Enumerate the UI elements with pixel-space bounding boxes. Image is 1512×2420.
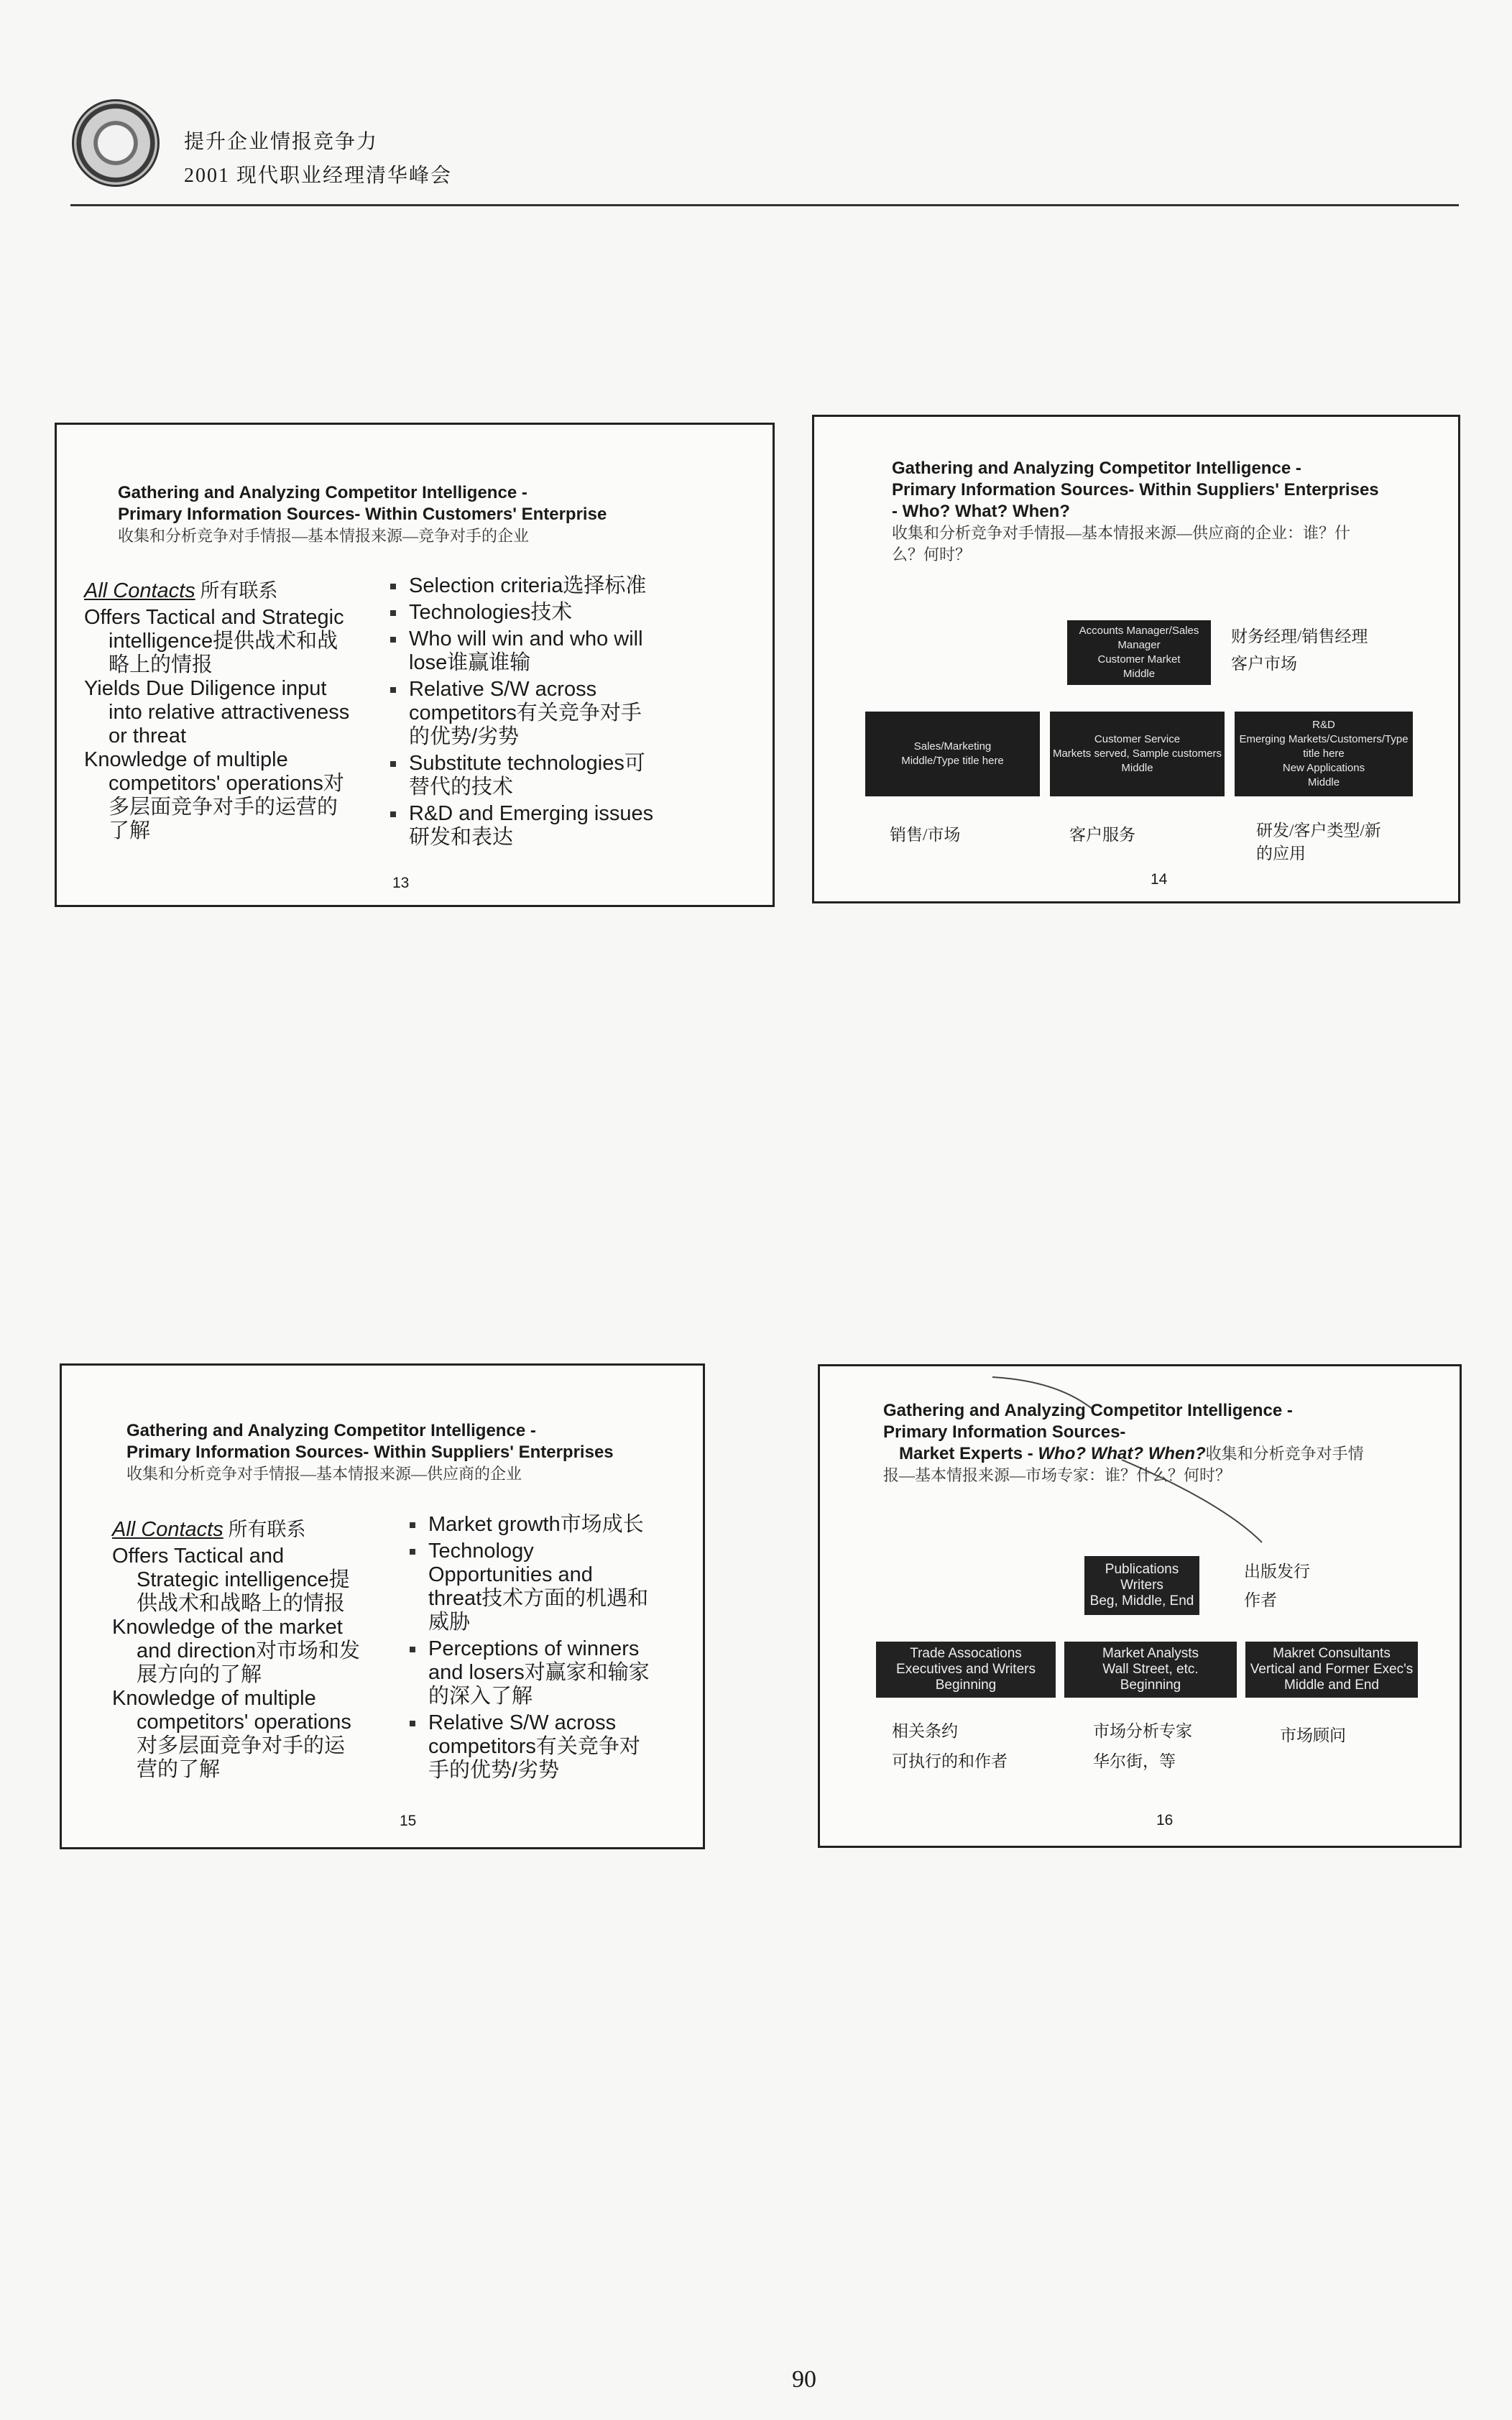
list-item: Knowledge of multiple competitors' operations 对多层面竞争对手的运 营的了解 xyxy=(112,1687,351,1781)
slide-number: 14 xyxy=(1151,871,1168,888)
list-item: Who will win and who will lose谁赢谁输 xyxy=(387,627,761,675)
list-item: Relative S/W across competitors有关竞争对手 的优势/劣势 xyxy=(387,678,761,749)
org-box-trade-associations: Trade Assocations Executives and Writers Beginning xyxy=(876,1642,1056,1698)
slide-15-title: Gathering and Analyzing Competitor Intelligence - Primary Information Sources- Within Suppliers' Enterprises 收集和分析竞争对手情报—基本情报来源—供应商的企业 xyxy=(126,1421,614,1483)
org-caption: 财务经理/销售经理 客户市场 xyxy=(1231,627,1368,673)
org-box-rnd: R&D Emerging Markets/Customers/Type title here New Applications Middle xyxy=(1235,712,1413,796)
org-box-sales-marketing: Sales/Marketing Middle/Type title here xyxy=(865,712,1040,796)
list-item: All Contacts 所有联系 xyxy=(84,579,278,602)
university-seal-logo xyxy=(72,99,160,187)
page-number: 90 xyxy=(792,2366,816,2393)
slide-13-left-list xyxy=(84,579,400,843)
slide-13 xyxy=(55,423,775,907)
org-caption: 研发/客户类型/新 的应用 xyxy=(1256,822,1381,862)
org-box-customer-service: Customer Service Markets served, Sample customers Middle xyxy=(1050,712,1225,796)
slide-13-title: Gathering and Analyzing Competitor Intelligence - Primary Information Sources- Within Customers' Enterprise 收集和分析竞争对手情报—基本情报来源—竞争对手的企业 xyxy=(118,483,607,545)
slide-15-left-list xyxy=(112,1518,407,1782)
org-caption: 市场分析专家 华尔街，等 xyxy=(1093,1722,1192,1770)
list-item: Technology Opportunities and threat技术方面的机遇和 威胁 xyxy=(407,1540,694,1634)
slide-number: 16 xyxy=(1156,1812,1174,1828)
slide-15-right-list xyxy=(407,1513,694,1785)
list-item: Selection criteria选择标准 xyxy=(387,574,761,598)
org-caption: 市场顾问 xyxy=(1280,1726,1346,1744)
list-item: Technologies技术 xyxy=(387,601,761,625)
org-box-market-consultants: Makret Consultants Vertical and Former Exec's Middle and End xyxy=(1245,1642,1418,1698)
header-subtitle: 2001 现代职业经理清华峰会 xyxy=(184,165,453,187)
list-item: Knowledge of the market and direction对市场和发 展方向的了解 xyxy=(112,1616,361,1686)
list-item: All Contacts 所有联系 xyxy=(112,1518,306,1541)
slide-16 xyxy=(818,1364,1462,1848)
slide-16-title: Gathering and Analyzing Competitor Intelligence - Primary Information Sources- Market Experts - Who? What? When?收集和分析竞争对手情 报—基本情报来源—市场专家：谁？什么？何时？ xyxy=(883,1401,1364,1484)
header-rule xyxy=(70,204,1459,206)
slide-number: 15 xyxy=(400,1813,417,1829)
header-title: 提升企业情报竞争力 xyxy=(184,131,379,153)
list-item: R&D and Emerging issues 研发和表达 xyxy=(387,802,761,850)
org-caption: 出版发行 作者 xyxy=(1244,1563,1310,1609)
list-item: Offers Tactical and Strategic intelligence提供战术和战 略上的情报 xyxy=(84,606,344,676)
list-item: Knowledge of multiple competitors' operations对 多层面竞争对手的运营的 了解 xyxy=(84,748,344,842)
org-box-market-analysts: Market Analysts Wall Street, etc. Beginning xyxy=(1064,1642,1237,1698)
org-caption: 相关条约 可执行的和作者 xyxy=(892,1722,1008,1770)
slide-number: 13 xyxy=(392,875,410,891)
slide-14 xyxy=(812,415,1460,903)
slide-15 xyxy=(60,1363,705,1849)
list-item: Relative S/W across competitors有关竞争对 手的优势/劣势 xyxy=(407,1711,694,1782)
org-box-account-manager: Accounts Manager/Sales Manager Customer Market Middle xyxy=(1067,620,1211,685)
list-item: Offers Tactical and Strategic intelligence提 供战术和战略上的情报 xyxy=(112,1545,350,1615)
list-item: Yields Due Diligence input into relative attractiveness or threat xyxy=(84,677,350,747)
slide-14-title: Gathering and Analyzing Competitor Intelligence - Primary Information Sources- Within Suppliers' Enterprises - Who? What? When? 收集和分析竞争对手情报—基本情报来源—供应商的企业：谁？什 么？何时？ xyxy=(892,459,1379,563)
org-caption: 销售/市场 xyxy=(890,826,961,844)
slide-13-right-list xyxy=(387,574,761,852)
org-caption: 客户服务 xyxy=(1069,826,1135,844)
list-item: Perceptions of winners and losers对赢家和输家 的深入了解 xyxy=(407,1637,694,1708)
list-item: Market growth市场成长 xyxy=(407,1513,694,1537)
list-item: Substitute technologies可 替代的技术 xyxy=(387,752,761,799)
org-box-publications: Publications Writers Beg, Middle, End xyxy=(1084,1556,1199,1615)
